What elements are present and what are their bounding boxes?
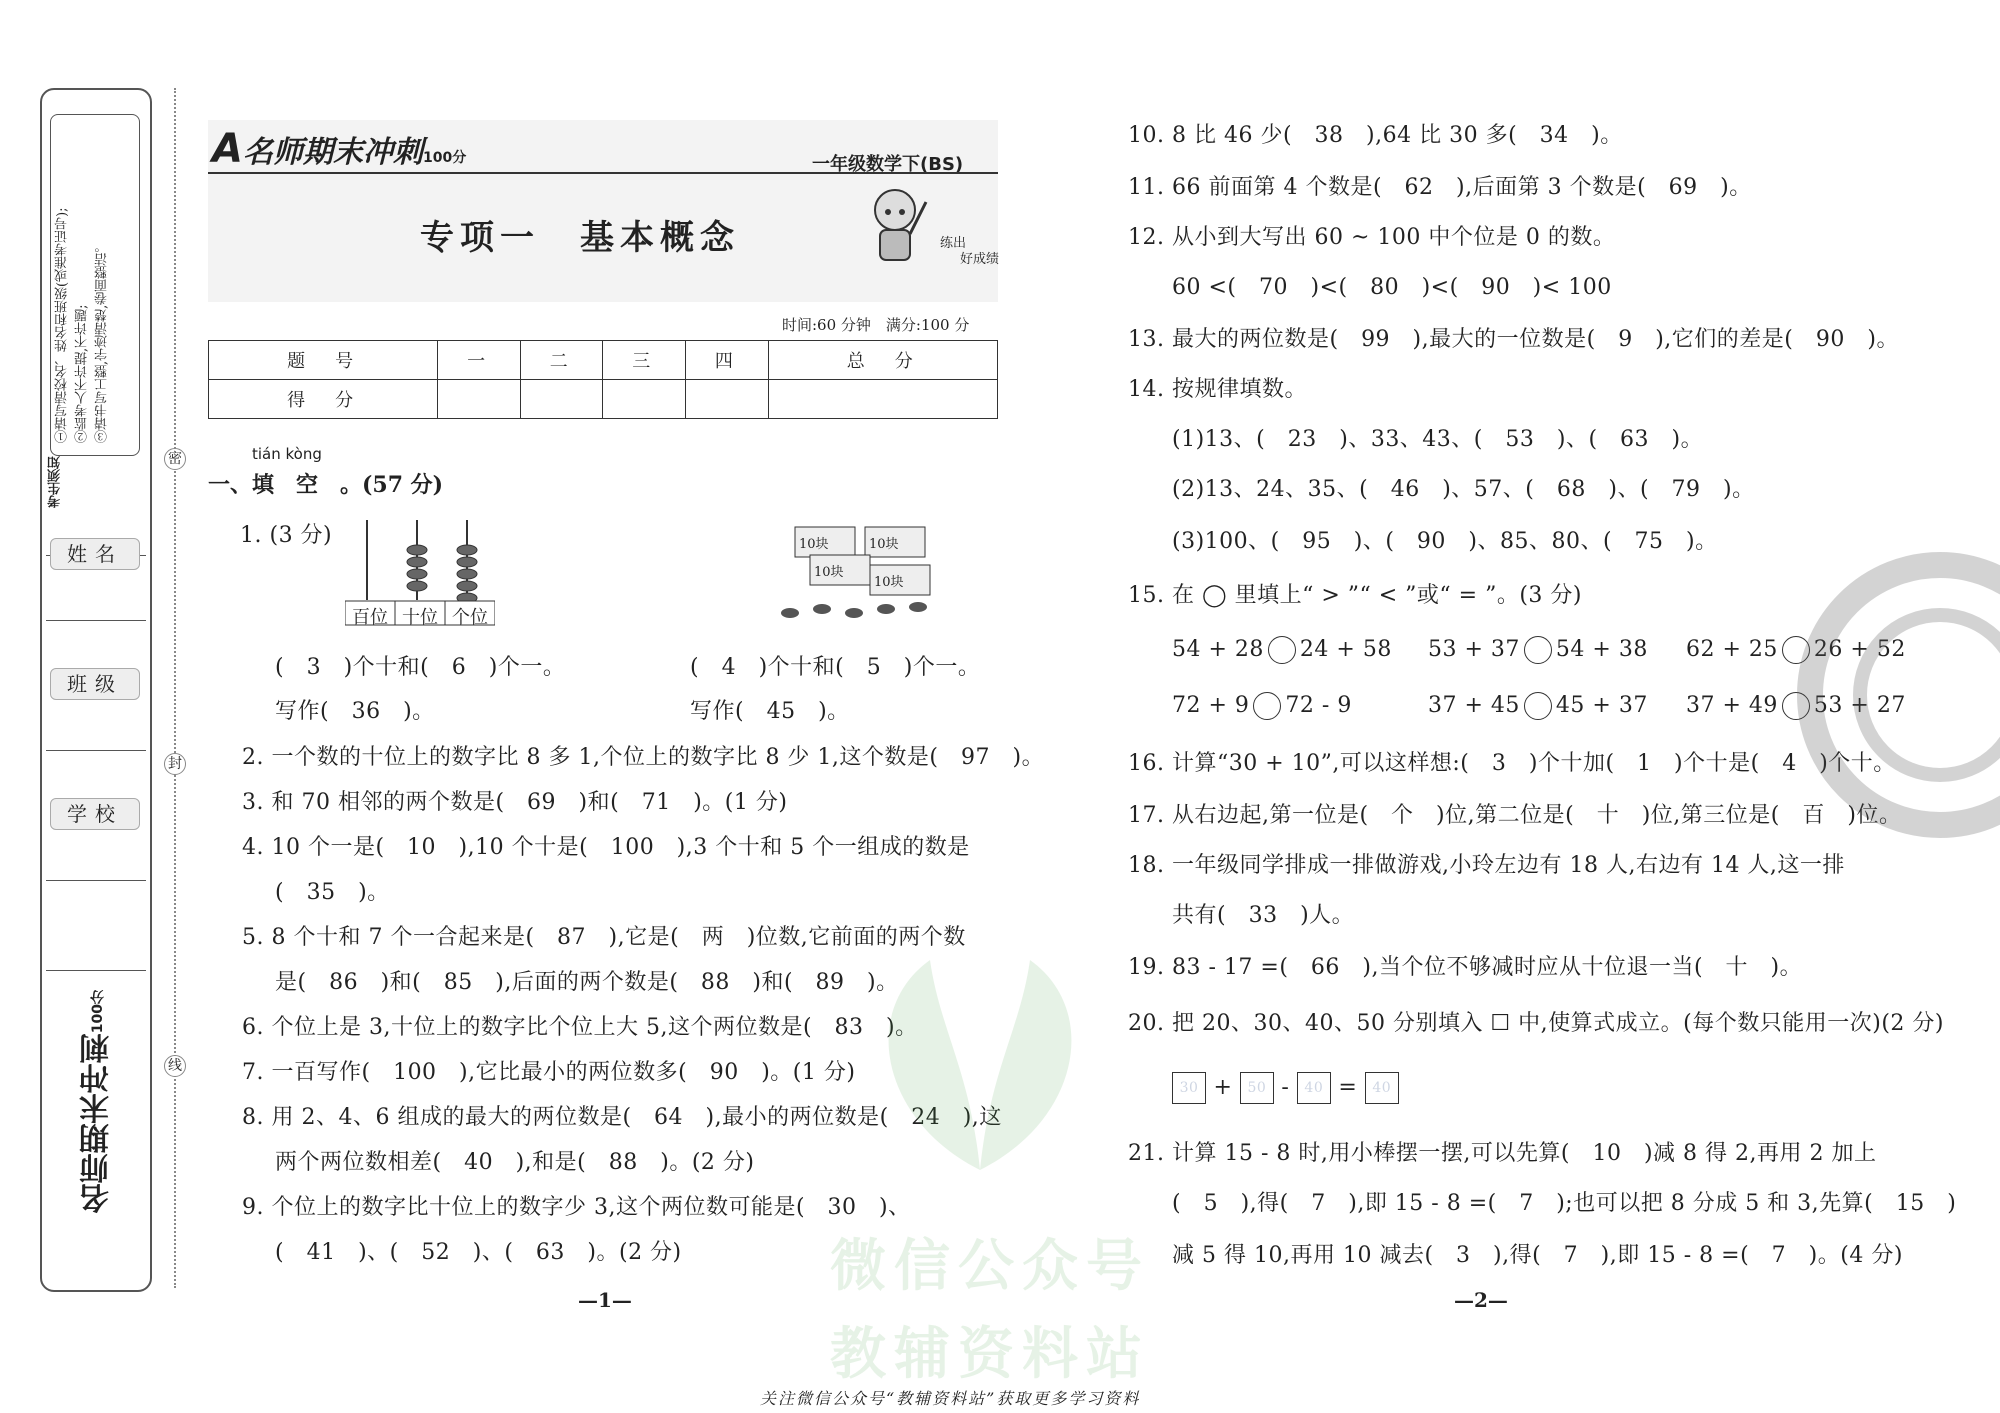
- question-2[interactable]: 2. 一个数的十位上的数字比 8 多 1,个位上的数字比 8 少 1,这个数是( 97 )。: [242, 745, 1045, 770]
- stamp-icon: [1790, 540, 2000, 850]
- question-5-cont[interactable]: 是( 86 )和( 85 ),后面的两个数是( 88 )和( 89 )。: [275, 970, 899, 995]
- compare-item[interactable]: 53 + 37 54 + 38: [1428, 637, 1648, 662]
- abacus-label: 个位: [452, 607, 488, 628]
- abacus-figure: [345, 515, 495, 627]
- sidebar-brand-suffix: 100分: [90, 990, 106, 1034]
- mascot-icon: [860, 182, 930, 272]
- sidebar-brand-text: 名师期末冲刺: [80, 1033, 115, 1214]
- divider: [46, 620, 146, 621]
- question-21-cont[interactable]: ( 5 ),得( 7 ),即 15 - 8 =( 7 );也可以把 8 分成 5 和 3,先算( 15 ): [1172, 1191, 1957, 1216]
- seal-mark-xian: 线: [164, 1055, 186, 1077]
- question-8-cont[interactable]: 两个两位数相差( 40 ),和是( 88 )。(2 分): [275, 1150, 755, 1175]
- question-4[interactable]: 4. 10 个一是( 10 ),10 个十是( 100 ),3 个十和 5 个一组成的数是: [242, 835, 970, 860]
- footer-note: 关注微信公众号“教辅资料站”获取更多学习资料: [760, 1389, 1141, 1408]
- q1-abacus-written[interactable]: 写作( 36 )。: [275, 699, 435, 724]
- watermark-text-1: 微信公众号: [830, 1234, 1150, 1299]
- question-18[interactable]: 18. 一年级同学排成一排做游戏,小玲左边有 18 人,右边有 14 人,这一排: [1128, 853, 1845, 878]
- question-14-2[interactable]: (2)13、24、35、( 46 )、57、( 68 )、( 79 )。: [1172, 477, 1755, 502]
- watermark-text-2: 教辅资料站: [830, 1322, 1150, 1387]
- question-14-3[interactable]: (3)100、( 95 )、( 90 )、85、80、( 75 )。: [1172, 529, 1718, 554]
- brand-suffix: 100分: [422, 150, 467, 166]
- compare-item[interactable]: 72 + 9 72 - 9: [1172, 693, 1352, 718]
- notice-title: 考生须知: [48, 456, 63, 508]
- question-9[interactable]: 9. 个位上的数字比十位上的数字少 3,这个两位数可能是( 30 )、: [242, 1195, 911, 1220]
- compare-circle[interactable]: [1268, 636, 1296, 664]
- question-11[interactable]: 11. 66 前面第 4 个数是( 62 ),后面第 3 个数是( 69 )。: [1128, 175, 1752, 200]
- block-label: 10块: [874, 575, 904, 590]
- question-21[interactable]: 21. 计算 15 - 8 时,用小棒摆一摆,可以先算( 10 )减 8 得 2,再用 2 加上: [1128, 1141, 1877, 1166]
- question-13[interactable]: 13. 最大的两位数是( 99 ),最大的一位数是( 9 ),它们的差是( 90 )。: [1128, 327, 1899, 352]
- brand-title: 名师期末冲刺: [242, 135, 423, 170]
- compare-item[interactable]: 37 + 49 53 + 27: [1686, 693, 1906, 718]
- topic-title: 专项一 基本概念: [420, 218, 740, 258]
- question-19[interactable]: 19. 83 - 17 =( 66 ),当个位不够减时应从十位退一当( 十 )。: [1128, 955, 1803, 980]
- question-12[interactable]: 12. 从小到大写出 60 ~ 100 中个位是 0 的数。: [1128, 225, 1616, 250]
- question-5[interactable]: 5. 8 个十和 7 个一合起来是( 87 ),它是( 两 )位数,它前面的两个数: [242, 925, 966, 950]
- section-pinyin: tián kòng: [252, 445, 322, 463]
- notice-box: [50, 114, 140, 456]
- equation-box[interactable]: 40: [1365, 1072, 1399, 1104]
- question-21-cont2[interactable]: 减 5 得 10,再用 10 减去( 3 ),得( 7 ),即 15 - 8 =( 7 )。(4 分): [1172, 1243, 1903, 1268]
- equation-box[interactable]: 30: [1172, 1072, 1206, 1104]
- brand-logo: [212, 126, 466, 172]
- question-14-1[interactable]: (1)13、( 23 )、33、43、( 53 )、( 63 )。: [1172, 427, 1704, 452]
- question-10[interactable]: 10. 8 比 46 少( 38 ),64 比 30 多( 34 )。: [1128, 123, 1623, 148]
- notice-line-1: ①请写清校名、姓名和班级(或准考证号);: [55, 207, 70, 443]
- school-field[interactable]: 学校: [50, 798, 140, 830]
- compare-item[interactable]: 54 + 28 24 + 58: [1172, 637, 1392, 662]
- score-header: 三: [603, 341, 686, 380]
- watermark-logo-icon: [820, 920, 1140, 1180]
- q1-abacus-answer[interactable]: ( 3 )个十和( 6 )个一。: [275, 655, 566, 680]
- score-cell[interactable]: [768, 380, 997, 419]
- q1-candy-written[interactable]: 写作( 45 )。: [690, 699, 850, 724]
- compare-circle[interactable]: [1524, 636, 1552, 664]
- abacus-label: 百位: [352, 607, 388, 628]
- abacus-label: 十位: [402, 607, 438, 628]
- question-9-cont[interactable]: ( 41 )、( 52 )、( 63 )。(2 分): [275, 1240, 682, 1265]
- divider: [46, 970, 146, 971]
- section-title: 一、填 空 。(57 分): [208, 472, 444, 498]
- sidebar-brand: [76, 990, 116, 1280]
- question-15: 15. 在 ◯ 里填上“ > ”“ < ”或“ = ”。(3 分): [1128, 583, 1582, 608]
- score-row-label: 得 分: [209, 380, 438, 419]
- question-3[interactable]: 3. 和 70 相邻的两个数是( 69 )和( 71 )。(1 分): [242, 790, 788, 815]
- score-header: 题 号: [209, 341, 438, 380]
- compare-circle[interactable]: [1524, 692, 1552, 720]
- score-cell[interactable]: [603, 380, 686, 419]
- score-cell[interactable]: [520, 380, 603, 419]
- question-8[interactable]: 8. 用 2、4、6 组成的最大的两位数是( 64 ),最小的两位数是( 24 ),这: [242, 1105, 1002, 1130]
- question-12-cont[interactable]: 60 <( 70 )<( 80 )<( 90 )< 100: [1172, 275, 1612, 300]
- question-16[interactable]: 16. 计算“30 + 10”,可以这样想:( 3 )个十加( 1 )个十是( 4 )个十。: [1128, 751, 1896, 776]
- q1-label: 1. (3 分): [240, 523, 333, 548]
- score-cell[interactable]: [686, 380, 769, 419]
- page-number-left: —1—: [578, 1288, 632, 1312]
- question-6[interactable]: 6. 个位上是 3,十位上的数字比个位上大 5,这个两位数是( 83 )。: [242, 1015, 918, 1040]
- score-table: [208, 340, 998, 419]
- notice-line-2: ②监考人不许提,不许题;: [75, 304, 90, 443]
- grade-label: 一年级数学下(BS): [812, 154, 964, 175]
- block-label: 10块: [799, 537, 829, 552]
- equation-20[interactable]: 30 + 50 - 40 = 40: [1172, 1072, 1399, 1104]
- candy-blocks-figure: [770, 515, 950, 627]
- block-label: 10块: [814, 565, 844, 580]
- notice-line-3: ③请书写工整,字迹清楚,卷面整洁。: [95, 239, 110, 443]
- divider: [46, 880, 146, 881]
- compare-circle[interactable]: [1253, 692, 1281, 720]
- binding-sidebar: [40, 88, 152, 1292]
- logo-a-icon: A: [212, 126, 243, 172]
- score-header: 总 分: [768, 341, 997, 380]
- question-18-cont[interactable]: 共有( 33 )人。: [1172, 903, 1355, 928]
- question-7[interactable]: 7. 一百写作( 100 ),它比最小的两位数多( 90 )。(1 分): [242, 1060, 856, 1085]
- seal-mark-mi: 密: [164, 448, 186, 470]
- q1-candy-answer[interactable]: ( 4 )个十和( 5 )个一。: [690, 655, 981, 680]
- time-info: 时间:60 分钟 满分:100 分: [782, 316, 970, 334]
- score-header: 四: [686, 341, 769, 380]
- question-17[interactable]: 17. 从右边起,第一位是( 个 )位,第二位是( 十 )位,第三位是( 百 )位。: [1128, 803, 1902, 828]
- name-field[interactable]: 姓名: [50, 538, 140, 570]
- question-20: 20. 把 20、30、40、50 分别填入 ☐ 中,使算式成立。(每个数只能用一次)(2 分): [1128, 1011, 1944, 1036]
- score-header: 一: [438, 341, 521, 380]
- score-cell[interactable]: [438, 380, 521, 419]
- seal-line: [174, 88, 176, 1288]
- class-field[interactable]: 班级: [50, 668, 140, 700]
- question-4-cont[interactable]: ( 35 )。: [275, 880, 390, 905]
- compare-item[interactable]: 37 + 45 45 + 37: [1428, 693, 1648, 718]
- block-label: 10块: [869, 537, 899, 552]
- header-rule: [208, 172, 998, 174]
- divider: [46, 750, 146, 751]
- compare-item[interactable]: 62 + 25 26 + 52: [1686, 637, 1906, 662]
- mascot-caption: [940, 236, 999, 268]
- seal-mark-feng: 封: [164, 753, 186, 775]
- equation-box[interactable]: 50: [1240, 1072, 1274, 1104]
- question-14: 14. 按规律填数。: [1128, 377, 1307, 402]
- mascot-caption-2: 好成绩: [960, 252, 1000, 267]
- equation-box[interactable]: 40: [1297, 1072, 1331, 1104]
- mascot-caption-1: 练出: [940, 236, 967, 251]
- score-header: 二: [520, 341, 603, 380]
- page-number-right: —2—: [1454, 1288, 1508, 1312]
